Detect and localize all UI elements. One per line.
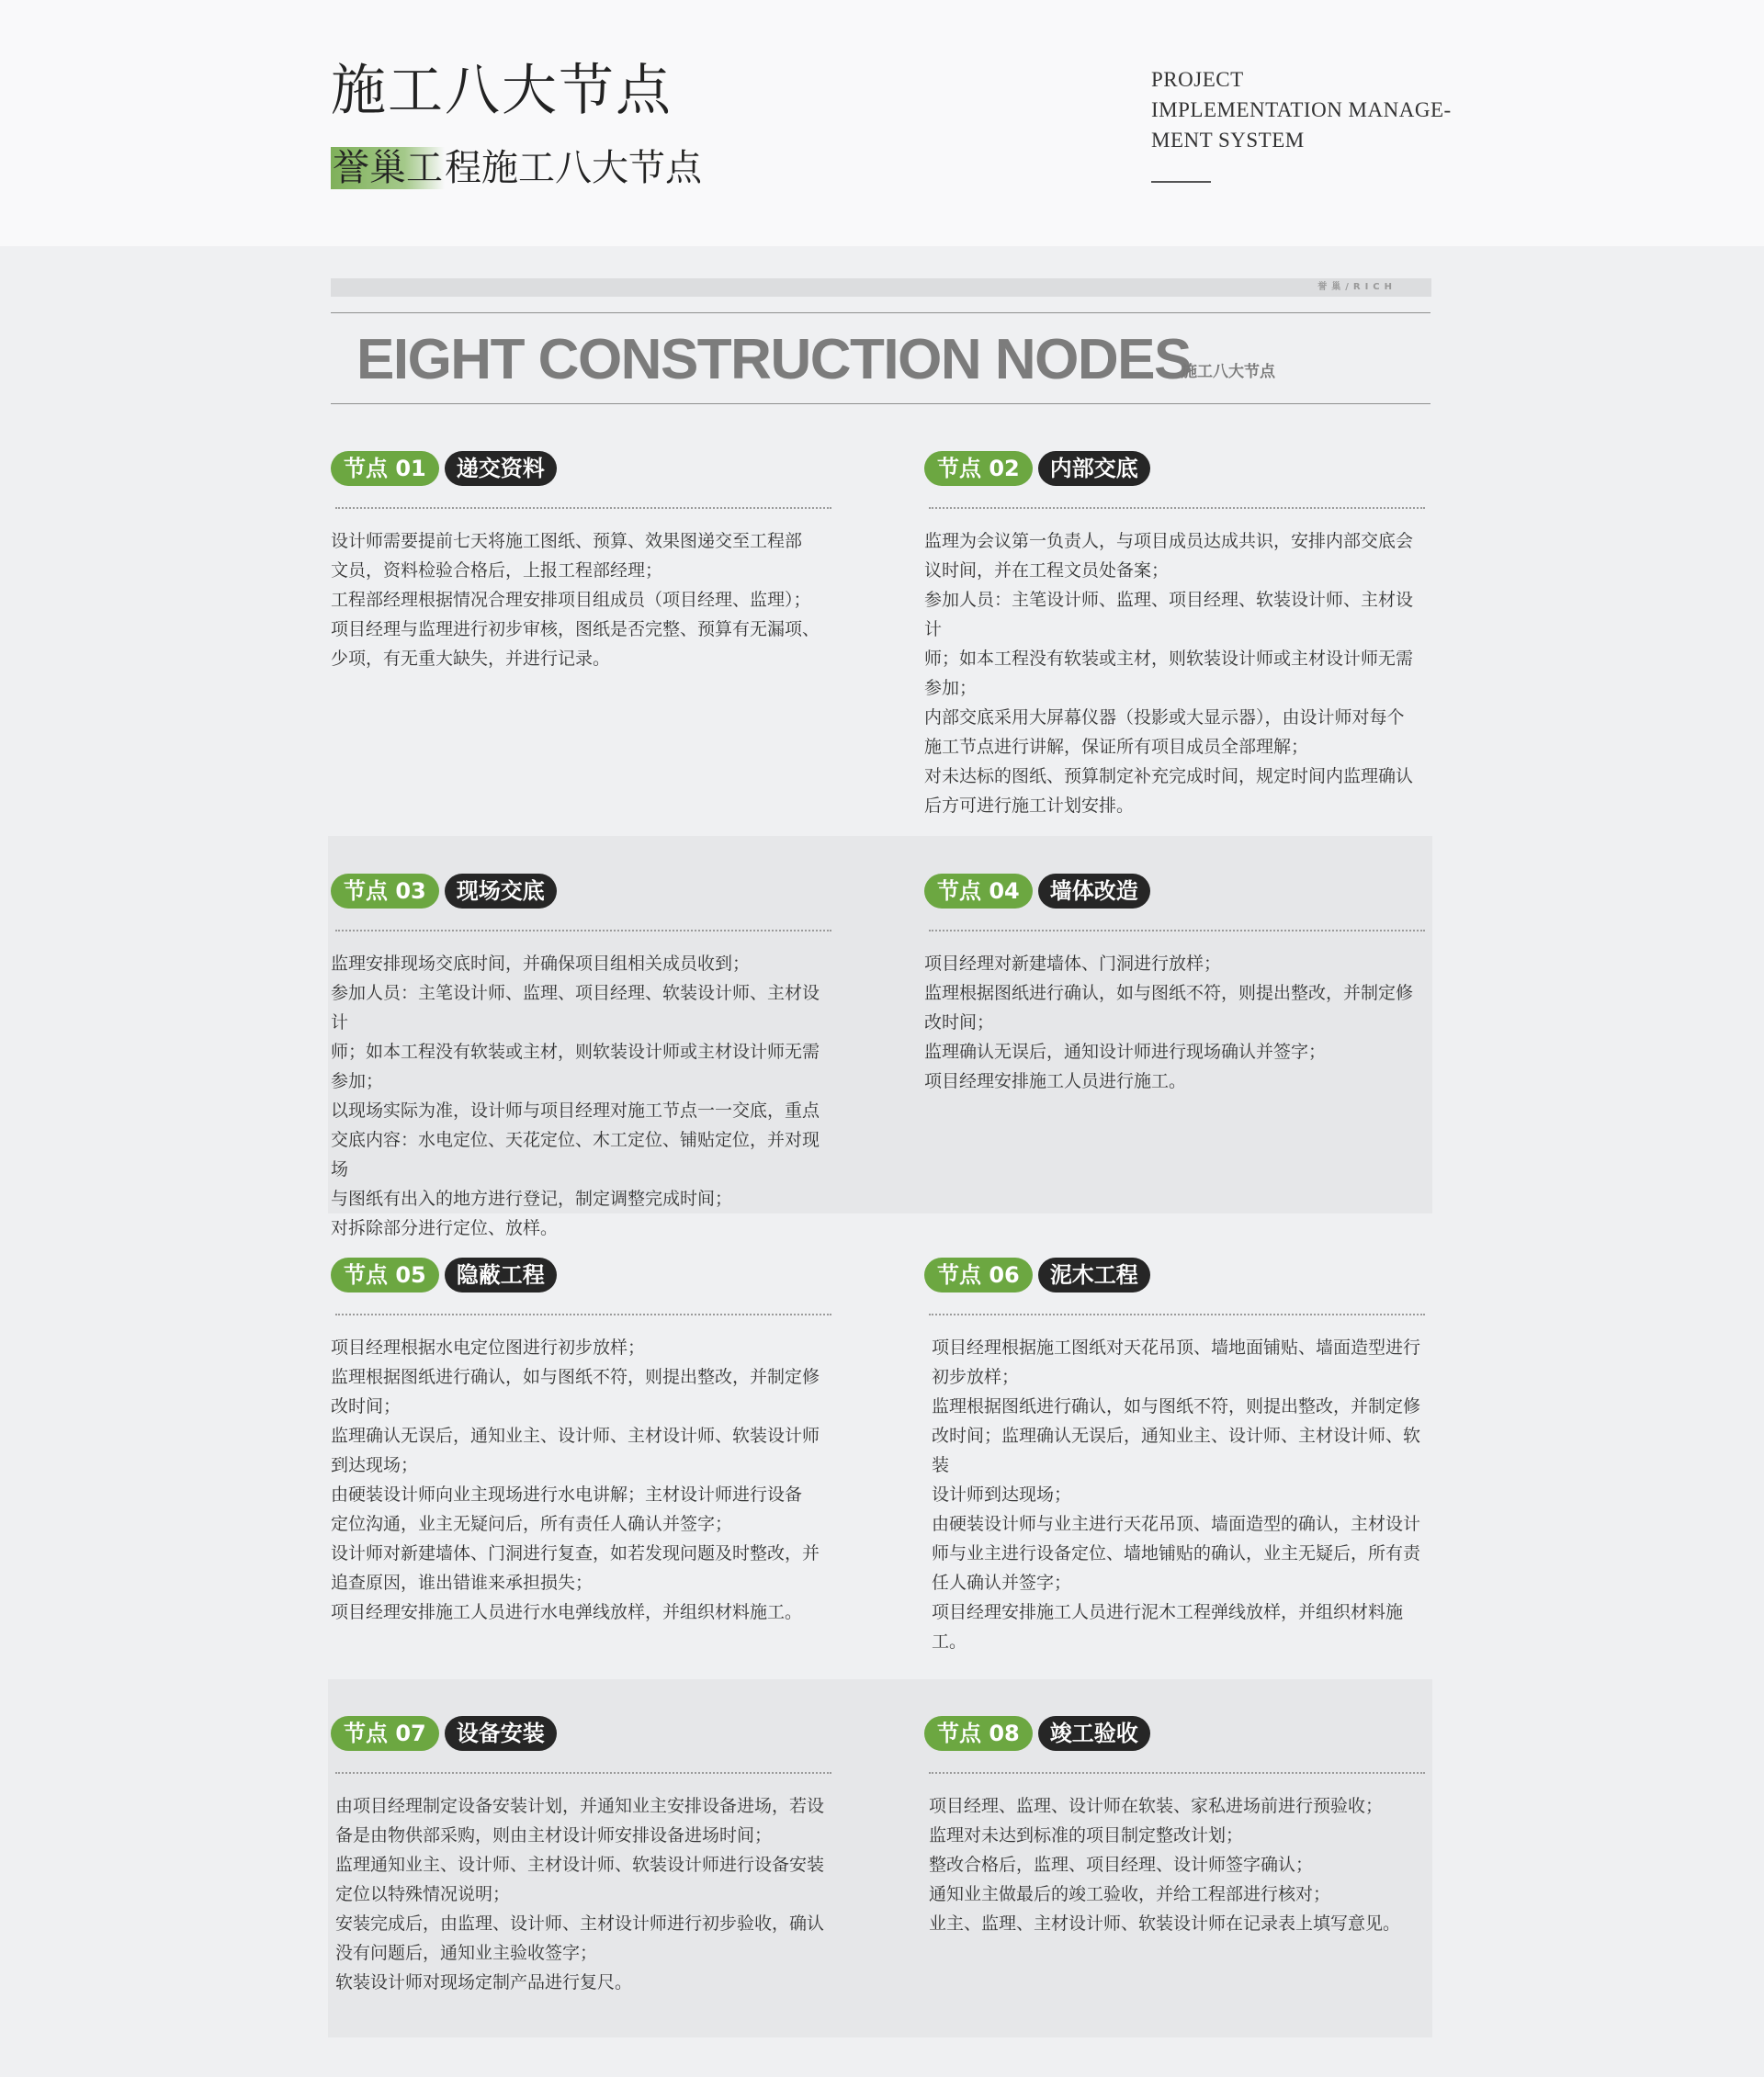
node-name-badge: 设备安装 xyxy=(445,1716,557,1751)
english-caption xyxy=(1151,64,1519,155)
node-text-line: 师；如本工程没有软装或主材，则软装设计师或主材设计师无需 xyxy=(924,649,1414,669)
node-text-line: 监理通知业主、设计师、主材设计师、软装设计师进行设备安装 xyxy=(335,1855,825,1875)
english-line: IMPLEMENTATION MANAGE- xyxy=(1151,98,1452,121)
node-name-badge: 递交资料 xyxy=(445,451,557,486)
node-text-line: 项目经理、监理、设计师在软装、家私进场前进行预验收； xyxy=(929,1796,1384,1816)
node-name-badge: 泥木工程 xyxy=(1038,1258,1150,1292)
node-description xyxy=(924,526,1428,820)
node-text-line: 施工节点进行讲解，保证所有项目成员全部理解； xyxy=(924,737,1309,757)
section-subtitle: 施工八大节点 xyxy=(1182,363,1275,381)
node-text-line: 后方可进行施工计划安排。 xyxy=(924,796,1135,816)
node-text-line: 参加； xyxy=(924,678,978,698)
node-number-badge: 节点 08 xyxy=(924,1716,1033,1751)
node-text-line: 与图纸有出入的地方进行登记，制定调整完成时间； xyxy=(331,1189,733,1209)
node-name-badge: 现场交底 xyxy=(445,874,557,909)
node-number-badge: 节点 01 xyxy=(331,451,439,486)
node-card xyxy=(331,1258,834,1627)
node-text-line: 师；如本工程没有软装或主材，则软装设计师或主材设计师无需 xyxy=(331,1042,820,1062)
node-text-line: 业主、监理、主材设计师、软装设计师在记录表上填写意见。 xyxy=(929,1913,1401,1934)
node-badges xyxy=(331,1258,834,1292)
node-text-line: 整改合格后，监理、项目经理、设计师签字确认； xyxy=(929,1855,1314,1875)
node-name-badge: 内部交底 xyxy=(1038,451,1150,486)
node-text-line: 监理对未达到标准的项目制定整改计划； xyxy=(929,1825,1244,1846)
node-text-line: 参加； xyxy=(331,1071,384,1091)
node-badges xyxy=(924,1716,1428,1751)
node-text-line: 项目经理根据施工图纸对天花吊顶、墙地面铺贴、墙面造型进行 xyxy=(932,1338,1421,1358)
node-text-line: 软装设计师对现场定制产品进行复尺。 xyxy=(335,1972,633,1992)
node-card xyxy=(924,451,1428,820)
node-description xyxy=(331,949,834,1243)
node-description xyxy=(929,1791,1428,1938)
node-text-line: 监理安排现场交底时间，并确保项目组相关成员收到； xyxy=(331,954,751,974)
node-text-line: 议时间，并在工程文员处备案； xyxy=(924,560,1170,581)
node-text-line: 监理为会议第一负责人，与项目成员达成共识，安排内部交底会 xyxy=(924,531,1414,551)
node-text-line: 对未达标的图纸、预算制定补充完成时间，规定时间内监理确认 xyxy=(924,766,1414,786)
node-card xyxy=(331,451,834,673)
node-description xyxy=(331,1333,834,1627)
node-name-badge: 隐蔽工程 xyxy=(445,1258,557,1292)
section-title: EIGHT CONSTRUCTION NODES xyxy=(356,328,1191,391)
page-subtitle xyxy=(331,143,702,193)
node-text-line: 由硬装设计师向业主现场进行水电讲解；主材设计师进行设备 xyxy=(331,1484,803,1505)
node-text-line: 参加人员：主笔设计师、监理、项目经理、软装设计师、主材设计 xyxy=(924,590,1414,639)
node-text-line: 通知业主做最后的竣工验收，并给工程部进行核对； xyxy=(929,1884,1331,1904)
node-text-line: 监理确认无误后，通知业主、设计师、主材设计师、软装设计师 xyxy=(331,1426,820,1446)
banner-bottom-rule xyxy=(331,403,1430,404)
node-text-line: 少项，有无重大缺失，并进行记录。 xyxy=(331,649,611,669)
node-text-line: 改时间；监理确认无误后，通知业主、设计师、主材设计师、软装 xyxy=(932,1426,1421,1475)
node-text-line: 项目经理安排施工人员进行施工。 xyxy=(924,1071,1187,1091)
node-badges xyxy=(924,451,1428,486)
node-text-line: 监理确认无误后，通知设计师进行现场确认并签字； xyxy=(924,1042,1327,1062)
node-text-line: 初步放样； xyxy=(932,1367,1020,1387)
node-text-line: 参加人员：主笔设计师、监理、项目经理、软装设计师、主材设计 xyxy=(331,983,820,1033)
node-divider xyxy=(335,930,831,931)
node-text-line: 设计师对新建墙体、门洞进行复查，如若发现问题及时整改，并 xyxy=(331,1543,820,1563)
node-description xyxy=(331,526,834,673)
node-badges xyxy=(924,874,1428,909)
header xyxy=(0,0,1764,246)
node-text-line: 监理根据图纸进行确认，如与图纸不符，则提出整改，并制定修 xyxy=(932,1396,1421,1417)
node-number-badge: 节点 07 xyxy=(331,1716,439,1751)
node-divider xyxy=(335,507,831,509)
node-divider xyxy=(335,1314,831,1315)
node-text-line: 项目经理与监理进行初步审核，图纸是否完整、预算有无漏项、 xyxy=(331,619,820,639)
node-badges xyxy=(331,874,834,909)
subtitle-rest: 程施工八大节点 xyxy=(445,147,702,189)
node-card xyxy=(331,1716,834,1997)
node-text-line: 监理根据图纸进行确认，如与图纸不符，则提出整改，并制定修 xyxy=(331,1367,820,1387)
node-number-badge: 节点 03 xyxy=(331,874,439,909)
node-divider xyxy=(929,507,1425,509)
node-description xyxy=(924,949,1428,1096)
node-text-line: 设计师到达现场； xyxy=(932,1484,1072,1505)
node-text-line: 文员，资料检验合格后，上报工程部经理； xyxy=(331,560,663,581)
node-text-line: 由项目经理制定设备安装计划，并通知业主安排设备进场，若设 xyxy=(335,1796,825,1816)
node-text-line: 定位以特殊情况说明； xyxy=(335,1884,511,1904)
node-text-line: 由硬装设计师与业主进行天花吊顶、墙面造型的确认，主材设计 xyxy=(932,1514,1421,1534)
english-line: PROJECT xyxy=(1151,68,1244,91)
node-badges xyxy=(331,451,834,486)
node-card xyxy=(924,1716,1428,1938)
subtitle-highlight: 誉巢工 xyxy=(333,147,443,189)
node-text-line: 工。 xyxy=(932,1631,967,1652)
node-text-line: 监理根据图纸进行确认，如与图纸不符，则提出整改，并制定修 xyxy=(924,983,1414,1003)
node-text-line: 项目经理安排施工人员进行泥木工程弹线放样，并组织材料施 xyxy=(932,1602,1404,1622)
node-text-line: 工程部经理根据情况合理安排项目组成员（项目经理、监理）； xyxy=(331,590,811,610)
node-text-line: 定位沟通，业主无疑问后，所有责任人确认并签字； xyxy=(331,1514,733,1534)
node-text-line: 交底内容：水电定位、天花定位、木工定位、铺贴定位，并对现场 xyxy=(331,1130,820,1180)
english-line: MENT SYSTEM xyxy=(1151,129,1305,152)
node-text-line: 到达现场； xyxy=(331,1455,419,1475)
node-text-line: 对拆除部分进行定位、放样。 xyxy=(331,1218,559,1238)
banner-top-rule xyxy=(331,312,1430,313)
node-divider xyxy=(929,930,1425,931)
node-text-line: 任人确认并签字； xyxy=(932,1573,1072,1593)
node-number-badge: 节点 02 xyxy=(924,451,1033,486)
node-description xyxy=(335,1791,834,1997)
node-divider xyxy=(929,1772,1425,1774)
node-card xyxy=(924,874,1428,1096)
node-text-line: 以现场实际为准，设计师与项目经理对施工节点一一交底，重点 xyxy=(331,1101,820,1121)
node-text-line: 设计师需要提前七天将施工图纸、预算、效果图递交至工程部 xyxy=(331,531,803,551)
node-text-line: 没有问题后，通知业主验收签字； xyxy=(335,1943,598,1963)
node-text-line: 项目经理根据水电定位图进行初步放样； xyxy=(331,1338,646,1358)
banner-top-bar xyxy=(331,278,1431,297)
node-text-line: 项目经理安排施工人员进行水电弹线放样，并组织材料施工。 xyxy=(331,1602,803,1622)
node-text-line: 师与业主进行设备定位、墙地铺贴的确认，业主无疑后，所有责 xyxy=(932,1543,1421,1563)
node-number-badge: 节点 05 xyxy=(331,1258,439,1292)
caption-divider xyxy=(1151,181,1211,183)
node-description xyxy=(932,1333,1428,1656)
page-title: 施工八大节点 xyxy=(331,59,673,123)
node-card xyxy=(331,874,834,1243)
node-text-line: 内部交底采用大屏幕仪器（投影或大显示器），由设计师对每个 xyxy=(924,707,1405,728)
node-card xyxy=(924,1258,1428,1656)
node-text-line: 备是由物供部采购，则由主材设计师安排设备进场时间； xyxy=(335,1825,773,1846)
node-number-badge: 节点 04 xyxy=(924,874,1033,909)
node-name-badge: 竣工验收 xyxy=(1038,1716,1150,1751)
node-divider xyxy=(929,1314,1425,1315)
node-text-line: 改时间； xyxy=(924,1012,995,1033)
node-badges xyxy=(331,1716,834,1751)
node-name-badge: 墙体改造 xyxy=(1038,874,1150,909)
node-divider xyxy=(335,1772,831,1774)
node-text-line: 项目经理对新建墙体、门洞进行放样； xyxy=(924,954,1222,974)
brand-tag: 誉巢/RICH xyxy=(1317,282,1396,292)
node-text-line: 追查原因，谁出错谁来承担损失； xyxy=(331,1573,594,1593)
node-number-badge: 节点 06 xyxy=(924,1258,1033,1292)
node-text-line: 改时间； xyxy=(331,1396,401,1417)
node-badges xyxy=(924,1258,1428,1292)
node-text-line: 安装完成后，由监理、设计师、主材设计师进行初步验收，确认 xyxy=(335,1913,825,1934)
